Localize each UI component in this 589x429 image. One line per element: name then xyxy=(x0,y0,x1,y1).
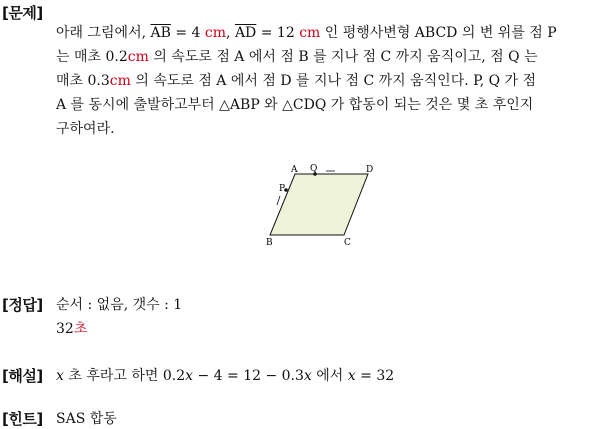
label-d: D xyxy=(366,165,374,175)
problem-text-segment: = 4 xyxy=(170,25,205,41)
explanation-text xyxy=(56,365,394,385)
problem-text-segment: 의 속도로 점 A 에서 점 D 를 지나 점 C 까지 움직인다. P, Q 가 점 xyxy=(130,73,537,89)
problem-text-segment: = 12 xyxy=(256,25,300,41)
answer-value xyxy=(56,318,87,338)
direction-arrow-p xyxy=(277,196,280,205)
problem-line-2 xyxy=(56,45,586,69)
problem-text-segment: 아래 그림에서, xyxy=(56,25,151,41)
unit-cm: cm xyxy=(299,25,321,41)
label-b: B xyxy=(266,238,273,248)
problem-tag: [문제] xyxy=(2,4,43,22)
problem-line-3 xyxy=(56,69,586,93)
explanation-segment: 초 후라고 하면 0.2 xyxy=(63,368,186,384)
problem-line-4: A 를 동시에 출발하고부터 △ABP 와 △CDQ 가 합동이 되는 것은 몇 초 후인지 xyxy=(56,97,534,113)
answer-line-1: 순서 : 없음, 갯수 : 1 xyxy=(56,297,183,313)
var-x: x xyxy=(303,368,312,384)
unit-cm: cm xyxy=(127,49,149,65)
hint-tag: [힌트] xyxy=(2,410,43,428)
label-p: P xyxy=(279,184,286,194)
var-x: x xyxy=(185,368,194,384)
answer-number: 32 xyxy=(56,321,74,337)
var-x: x xyxy=(56,368,64,384)
answer-tag: [정답] xyxy=(2,296,43,314)
label-a: A xyxy=(291,165,298,175)
problem-text-segment: 매초 0.3 xyxy=(56,73,110,89)
answer-unit: 초 xyxy=(73,321,88,337)
problem-line-1 xyxy=(56,21,586,45)
explanation-tag: [해설] xyxy=(2,367,43,385)
problem-text xyxy=(56,21,586,141)
hint-text: SAS 합동 xyxy=(56,411,117,427)
explanation-segment: − 4 = 12 − 0.3 xyxy=(193,368,304,384)
explanation-segment: 에서 xyxy=(311,368,348,384)
unit-cm: cm xyxy=(204,25,227,41)
label-q: Q xyxy=(310,164,318,174)
problem-text-segment: 인 평행사변형 ABCD 의 변 위를 점 P xyxy=(320,25,557,41)
explanation-segment: = 32 xyxy=(355,368,395,384)
problem-text-segment: , xyxy=(226,25,235,41)
unit-cm: cm xyxy=(109,73,131,89)
problem-text-segment: 의 속도로 점 A 에서 점 B 를 지나 점 C 까지 움직이고, 점 Q 는 xyxy=(148,49,538,65)
problem-text-segment: 는 매초 0.2 xyxy=(56,49,128,65)
segment-ad: $\overline{AD}$ xyxy=(234,25,257,41)
segment-ab: $\overline{AB}$ xyxy=(150,25,171,41)
problem-line-5: 구하여라. xyxy=(56,121,115,137)
label-c: C xyxy=(344,238,351,248)
parallelogram-figure xyxy=(258,160,388,250)
var-x: x xyxy=(347,368,356,384)
